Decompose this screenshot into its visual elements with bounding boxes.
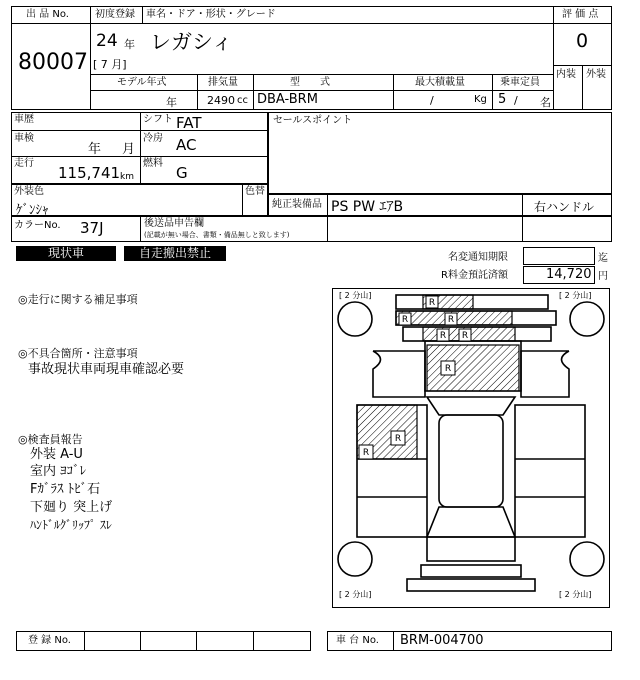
equipment-label: 純正装備品 bbox=[272, 199, 322, 210]
color-value: ｹﾞﾝｼｬ bbox=[16, 203, 49, 218]
recycle-unit: 円 bbox=[598, 271, 608, 282]
chassis-no: BRM-004700 bbox=[400, 633, 484, 648]
color-box bbox=[11, 184, 268, 216]
fuel-value: G bbox=[176, 164, 188, 182]
first-reg-year: 24 bbox=[96, 31, 118, 51]
displacement-unit: cc bbox=[237, 95, 248, 106]
tire-fl-unit: 分山 bbox=[352, 291, 369, 300]
defects-title: ◎不具合箇所・注意事項 bbox=[18, 347, 138, 360]
displacement-label: 排気量 bbox=[208, 77, 238, 88]
load-unit: Kg bbox=[474, 94, 487, 105]
name-change-label: 名変通知期限 bbox=[448, 252, 508, 263]
repair-mark-3: R bbox=[447, 315, 455, 325]
color-label: 外装色 bbox=[14, 186, 44, 197]
car-name: レガシィ bbox=[150, 30, 233, 54]
tire-front-left bbox=[338, 302, 372, 336]
shaken-label: 車検 bbox=[14, 133, 34, 144]
tire-fl-depth: 2 bbox=[344, 291, 350, 300]
shaken-month-unit: 月 bbox=[122, 142, 136, 157]
tire-front-right bbox=[570, 302, 604, 336]
lot-no-label: 出 品 No. bbox=[26, 9, 69, 20]
mileage-value: 115,741 bbox=[58, 164, 121, 182]
repair-mark-5: R bbox=[461, 331, 469, 341]
current-car-badge: 現状車 bbox=[16, 246, 116, 261]
tire-rr-depth: 2 bbox=[564, 590, 570, 599]
chassis-label: 車 台 No. bbox=[336, 635, 379, 646]
tire-fr-label: [ 2 分山] bbox=[559, 291, 592, 300]
type-value: DBA-BRM bbox=[257, 92, 318, 107]
repair-mark-7: R bbox=[394, 434, 402, 444]
capacity-unit: 名 bbox=[540, 96, 551, 109]
handle-value: 右ハンドル bbox=[534, 200, 595, 214]
shift-value: FAT bbox=[176, 114, 202, 132]
model-year-unit: 年 bbox=[166, 96, 177, 109]
color-change-label: 色替 bbox=[245, 186, 265, 197]
post-docs-label: 後送品申告欄 bbox=[144, 218, 204, 229]
lot-no: 80007 bbox=[18, 50, 88, 75]
inspector-line-3: Fｶﾞﾗｽ ﾄﾋﾞ石 bbox=[30, 482, 101, 497]
score-label: 評 価 点 bbox=[562, 9, 599, 20]
first-reg-month-value: 7 bbox=[100, 58, 108, 71]
capacity-sep: / bbox=[514, 94, 518, 107]
tire-rl-depth: 2 bbox=[344, 590, 350, 599]
color-no-label: カラーNo. bbox=[14, 220, 61, 231]
fuel-label: 燃料 bbox=[143, 158, 163, 169]
inspector-line-1: 外装 A-U bbox=[30, 447, 83, 462]
tire-rear-left bbox=[338, 542, 372, 576]
mileage-unit: km bbox=[120, 172, 134, 182]
tire-fr-unit: 分山 bbox=[572, 291, 589, 300]
color-no-value: 37J bbox=[80, 219, 104, 237]
car-diagram bbox=[332, 288, 610, 608]
first-reg-month: [ 7 月] bbox=[93, 58, 127, 71]
tire-rl-unit: 分山 bbox=[352, 590, 369, 599]
load-sep: / bbox=[430, 94, 434, 107]
displacement-value: 2490 bbox=[207, 94, 235, 107]
sales-point-label: セールスポイント bbox=[273, 115, 353, 126]
repair-mark-1: R bbox=[428, 298, 436, 308]
score-value: 0 bbox=[576, 30, 589, 52]
recycle-amount: 14,720 bbox=[546, 267, 592, 282]
history-label: 車歴 bbox=[14, 114, 34, 125]
mileage-label: 走行 bbox=[14, 158, 34, 169]
inspector-line-2: 室内 ﾖｺﾞﾚ bbox=[30, 464, 87, 479]
type-label: 型 式 bbox=[290, 77, 330, 88]
first-reg-label: 初度登録 bbox=[95, 9, 135, 20]
tire-rr-unit: 分山 bbox=[572, 590, 589, 599]
repair-mark-2: R bbox=[401, 315, 409, 325]
load-label: 最大積載量 bbox=[415, 77, 465, 88]
shaken-year-unit: 年 bbox=[88, 142, 102, 157]
ac-label: 冷房 bbox=[143, 133, 163, 144]
equipment-value: PS PW ｴｱB bbox=[331, 199, 404, 215]
capacity-label: 乗車定員 bbox=[500, 77, 540, 88]
inspector-line-4: 下廻り 突上げ bbox=[30, 500, 113, 515]
post-docs-note: (記載が無い場合、書類・備品無しと致します) bbox=[144, 231, 290, 239]
interior-label: 内装 bbox=[556, 69, 576, 80]
defects-text: 事故現状車両現車確認必要 bbox=[28, 362, 185, 377]
model-year-label: モデル年式 bbox=[117, 77, 167, 88]
first-reg-month-unit: 月 bbox=[111, 58, 123, 71]
shift-label: シフト bbox=[143, 114, 173, 125]
exterior-label: 外装 bbox=[586, 69, 606, 80]
tire-rr-label: [ 2 分山] bbox=[559, 590, 592, 599]
repair-mark-8: R bbox=[362, 448, 370, 458]
ac-value: AC bbox=[176, 136, 197, 154]
capacity-value: 5 bbox=[498, 92, 507, 107]
tire-rl-label: [ 2 分山] bbox=[339, 590, 372, 599]
name-change-suffix: 迄 bbox=[598, 253, 608, 264]
inspector-line-5: ﾊﾝﾄﾞﾙｸﾞﾘｯﾌﾟ ｽﾚ bbox=[30, 518, 112, 532]
recycle-label: R料金預託済額 bbox=[441, 270, 508, 281]
tire-fr-depth: 2 bbox=[564, 291, 570, 300]
first-reg-year-unit: 年 bbox=[124, 38, 135, 51]
repair-mark-6: R bbox=[444, 364, 452, 374]
name-change-box bbox=[523, 247, 595, 265]
driving-notes-title: ◎走行に関する補足事項 bbox=[18, 293, 138, 306]
inspector-title: ◎検査員報告 bbox=[18, 433, 83, 446]
reg-no-label: 登 録 No. bbox=[28, 635, 71, 646]
car-name-label: 車名・ドア・形状・グレード bbox=[146, 9, 276, 20]
tire-fl-label: [ 2 分山] bbox=[339, 291, 372, 300]
no-self-drive-badge: 自走搬出禁止 bbox=[124, 246, 226, 261]
tire-rear-right bbox=[570, 542, 604, 576]
repair-mark-4: R bbox=[439, 331, 447, 341]
